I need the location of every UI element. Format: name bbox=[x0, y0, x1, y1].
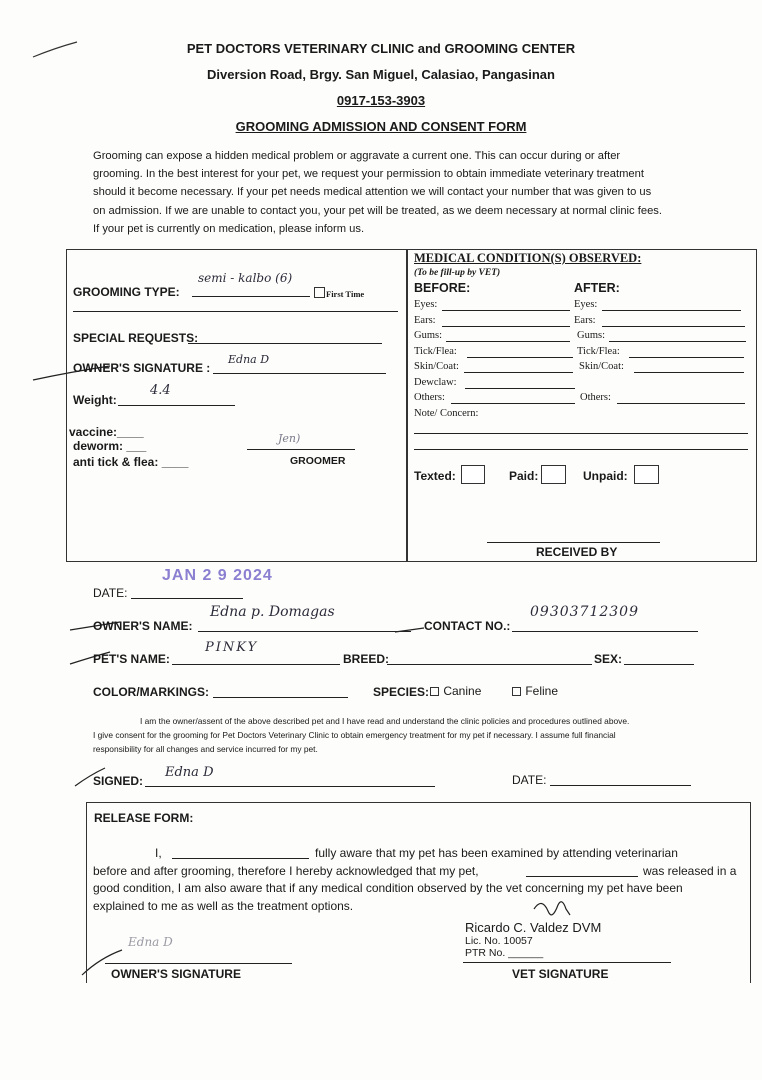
first-time-checkbox[interactable] bbox=[314, 287, 325, 298]
consent-date-label: DATE: bbox=[512, 773, 547, 787]
vet-signature-line[interactable] bbox=[463, 962, 671, 963]
signed-value: Edna D bbox=[165, 765, 214, 780]
release-i: I, bbox=[155, 846, 162, 860]
pet-name-label: PET'S NAME: bbox=[93, 652, 170, 666]
consent-line-2: I give consent for the grooming for Pet Doctors Veterinary Clinic to obtain emergency treatment for my pet if necessary. I assume full financial bbox=[93, 730, 616, 740]
deworm-label: deworm: ___ bbox=[73, 439, 147, 453]
vet-name: Ricardo C. Valdez DVM bbox=[465, 920, 602, 935]
release-text-4: explained to me as well as the treatment options. bbox=[93, 899, 354, 913]
canine-option[interactable] bbox=[430, 684, 481, 698]
release-text-2b: was released in a bbox=[643, 864, 737, 878]
consent-date-line[interactable] bbox=[550, 785, 691, 786]
after-gums-line[interactable] bbox=[609, 341, 746, 342]
before-tick-line[interactable] bbox=[467, 357, 573, 358]
contact-line[interactable] bbox=[512, 631, 698, 632]
texted-checkbox[interactable] bbox=[461, 465, 485, 484]
signed-line[interactable] bbox=[145, 786, 435, 787]
antitick-label: anti tick & flea: ____ bbox=[73, 455, 189, 469]
before-tick-label: Tick/Flea: bbox=[414, 346, 457, 357]
intro-line: grooming. In the best interest for your pet, we request your permission to obtain immediate veterinary treatment bbox=[93, 168, 644, 181]
intro-line: should it become necessary. If your pet needs medical attention we will contact your number that was given to us bbox=[93, 186, 652, 199]
first-time-label: First Time bbox=[326, 289, 365, 299]
owner-name-label: OWNER'S NAME: bbox=[93, 619, 193, 633]
form-title: GROOMING ADMISSION AND CONSENT FORM bbox=[235, 119, 527, 134]
canine-checkbox[interactable] bbox=[430, 687, 439, 696]
owner-signature-value: Edna D bbox=[228, 353, 270, 366]
release-owner-signature-value: Edna D bbox=[128, 935, 173, 949]
before-eyes-label: Eyes: bbox=[414, 299, 438, 310]
after-ears-label: Ears: bbox=[574, 315, 596, 326]
date-label: DATE: bbox=[93, 586, 128, 600]
after-skin-label: Skin/Coat: bbox=[579, 361, 624, 372]
color-label: COLOR/MARKINGS: bbox=[93, 685, 209, 699]
note-line-2[interactable] bbox=[414, 449, 748, 450]
breed-label: BREED: bbox=[343, 652, 390, 666]
paid-label: Paid: bbox=[509, 469, 539, 483]
texted-label: Texted: bbox=[414, 469, 456, 483]
paid-checkbox[interactable] bbox=[541, 465, 566, 484]
special-requests-label: SPECIAL REQUESTS: bbox=[73, 331, 199, 345]
before-skin-label: Skin/Coat: bbox=[414, 361, 459, 372]
weight-value: 4.4 bbox=[150, 383, 171, 398]
release-owner-name-line[interactable] bbox=[172, 858, 309, 859]
pet-name-line[interactable] bbox=[172, 664, 340, 665]
consent-line-1: I am the owner/assent of the above described pet and I have read and understand the clinic policies and procedures outlined above. bbox=[140, 716, 630, 726]
release-text-3: good condition, I am also aware that if any medical condition observed by the vet concerning my pet have been bbox=[93, 881, 683, 895]
after-skin-line[interactable] bbox=[634, 372, 744, 373]
owner-name-value: Edna p. Domagas bbox=[210, 604, 335, 620]
pet-name-value: PINKY bbox=[205, 640, 259, 655]
before-others-line[interactable] bbox=[451, 403, 575, 404]
groomer-signature-line[interactable] bbox=[247, 449, 355, 450]
first-time-option[interactable] bbox=[314, 287, 364, 299]
feline-label: Feline bbox=[525, 684, 559, 698]
vet-lic-no: Lic. No. 10057 bbox=[465, 935, 533, 947]
release-text-2a: before and after grooming, therefore I hereby acknowledged that my pet, bbox=[93, 864, 479, 878]
release-title: RELEASE FORM: bbox=[94, 811, 194, 825]
after-tick-line[interactable] bbox=[629, 357, 744, 358]
before-dewclaw-label: Dewclaw: bbox=[414, 377, 457, 388]
weight-line[interactable] bbox=[118, 405, 235, 406]
intro-paragraph bbox=[93, 147, 701, 238]
before-ears-line[interactable] bbox=[442, 326, 570, 327]
release-owner-signature-label: OWNER'S SIGNATURE bbox=[111, 967, 241, 981]
signed-label: SIGNED: bbox=[93, 774, 144, 788]
consent-line-3: responsibility for all changes and service incurred for my pet. bbox=[93, 744, 318, 754]
date-line[interactable] bbox=[131, 598, 243, 599]
before-gums-label: Gums: bbox=[414, 330, 443, 341]
special-requests-line[interactable] bbox=[188, 343, 382, 344]
before-dewclaw-line[interactable] bbox=[465, 388, 575, 389]
owner-name-line[interactable] bbox=[198, 631, 411, 632]
medical-title: MEDICAL CONDITION(S) OBSERVED: bbox=[414, 251, 642, 265]
received-by-line[interactable] bbox=[487, 542, 660, 543]
color-line[interactable] bbox=[213, 697, 348, 698]
unpaid-label: Unpaid: bbox=[583, 469, 628, 483]
groomer-signature-value: Jen) bbox=[278, 432, 301, 445]
contact-label: CONTACT NO.: bbox=[424, 619, 511, 633]
intro-line: Grooming can expose a hidden medical problem or aggravate a current one. This can occur during or after bbox=[93, 150, 621, 162]
weight-label: Weight: bbox=[73, 393, 117, 407]
date-stamp: JAN 2 9 2024 bbox=[162, 567, 273, 584]
grooming-type-label: GROOMING TYPE: bbox=[73, 285, 180, 299]
after-ears-line[interactable] bbox=[602, 326, 745, 327]
medical-box bbox=[406, 249, 757, 562]
grooming-type-line[interactable] bbox=[192, 296, 310, 297]
after-label: AFTER: bbox=[574, 281, 620, 295]
unpaid-checkbox[interactable] bbox=[634, 465, 659, 484]
note-label: Note/ Concern: bbox=[414, 408, 479, 419]
canine-label: Canine bbox=[443, 684, 482, 698]
clinic-phone: 0917-153-3903 bbox=[336, 93, 426, 108]
intro-line: If your pet is currently on medication, please inform us. bbox=[93, 222, 365, 235]
received-by-label: RECEIVED BY bbox=[536, 545, 618, 559]
note-line-1[interactable] bbox=[414, 433, 748, 434]
owner-signature-line[interactable] bbox=[213, 373, 386, 374]
before-eyes-line[interactable] bbox=[442, 310, 570, 311]
before-label: BEFORE: bbox=[414, 281, 471, 295]
owner-signature-label: OWNER'S SIGNATURE : bbox=[73, 361, 211, 375]
release-pet-name-line[interactable] bbox=[526, 876, 638, 877]
after-others-label: Others: bbox=[580, 392, 611, 403]
intro-line: on admission. If we are unable to contact you, your pet will be treated, as we deem necessary at normal clinic fees. bbox=[93, 204, 662, 217]
release-owner-signature-line[interactable] bbox=[105, 963, 292, 964]
before-gums-line[interactable] bbox=[446, 341, 570, 342]
feline-checkbox[interactable] bbox=[512, 687, 521, 696]
sex-line[interactable] bbox=[624, 664, 694, 665]
medical-subtitle: (To be fill-up by VET) bbox=[414, 268, 501, 278]
before-skin-line[interactable] bbox=[464, 372, 573, 373]
species-label: SPECIES: bbox=[373, 685, 430, 699]
before-others-label: Others: bbox=[414, 392, 445, 403]
vaccine-label: vaccine:____ bbox=[69, 425, 144, 439]
after-gums-label: Gums: bbox=[577, 330, 606, 341]
vet-signature-label: VET SIGNATURE bbox=[512, 967, 609, 981]
contact-value: 09303712309 bbox=[530, 604, 639, 620]
after-eyes-label: Eyes: bbox=[574, 299, 598, 310]
grooming-type-line-2[interactable] bbox=[73, 311, 398, 312]
after-eyes-line[interactable] bbox=[602, 310, 741, 311]
sex-label: SEX: bbox=[594, 652, 623, 666]
vet-ptr-no: PTR No. ______ bbox=[465, 947, 544, 959]
clinic-name: PET DOCTORS VETERINARY CLINIC and GROOMING CENTER bbox=[186, 41, 576, 56]
after-tick-label: Tick/Flea: bbox=[577, 346, 620, 357]
release-text-1: fully aware that my pet has been examined by attending veterinarian bbox=[315, 846, 678, 860]
feline-option[interactable] bbox=[512, 684, 558, 698]
breed-line[interactable] bbox=[387, 664, 592, 665]
groomer-label: GROOMER bbox=[290, 455, 346, 467]
grooming-type-value: semi - kalbo (6) bbox=[198, 271, 293, 285]
after-others-line[interactable] bbox=[617, 403, 745, 404]
clinic-address: Diversion Road, Brgy. San Miguel, Calasiao, Pangasinan bbox=[207, 67, 555, 82]
before-ears-label: Ears: bbox=[414, 315, 436, 326]
